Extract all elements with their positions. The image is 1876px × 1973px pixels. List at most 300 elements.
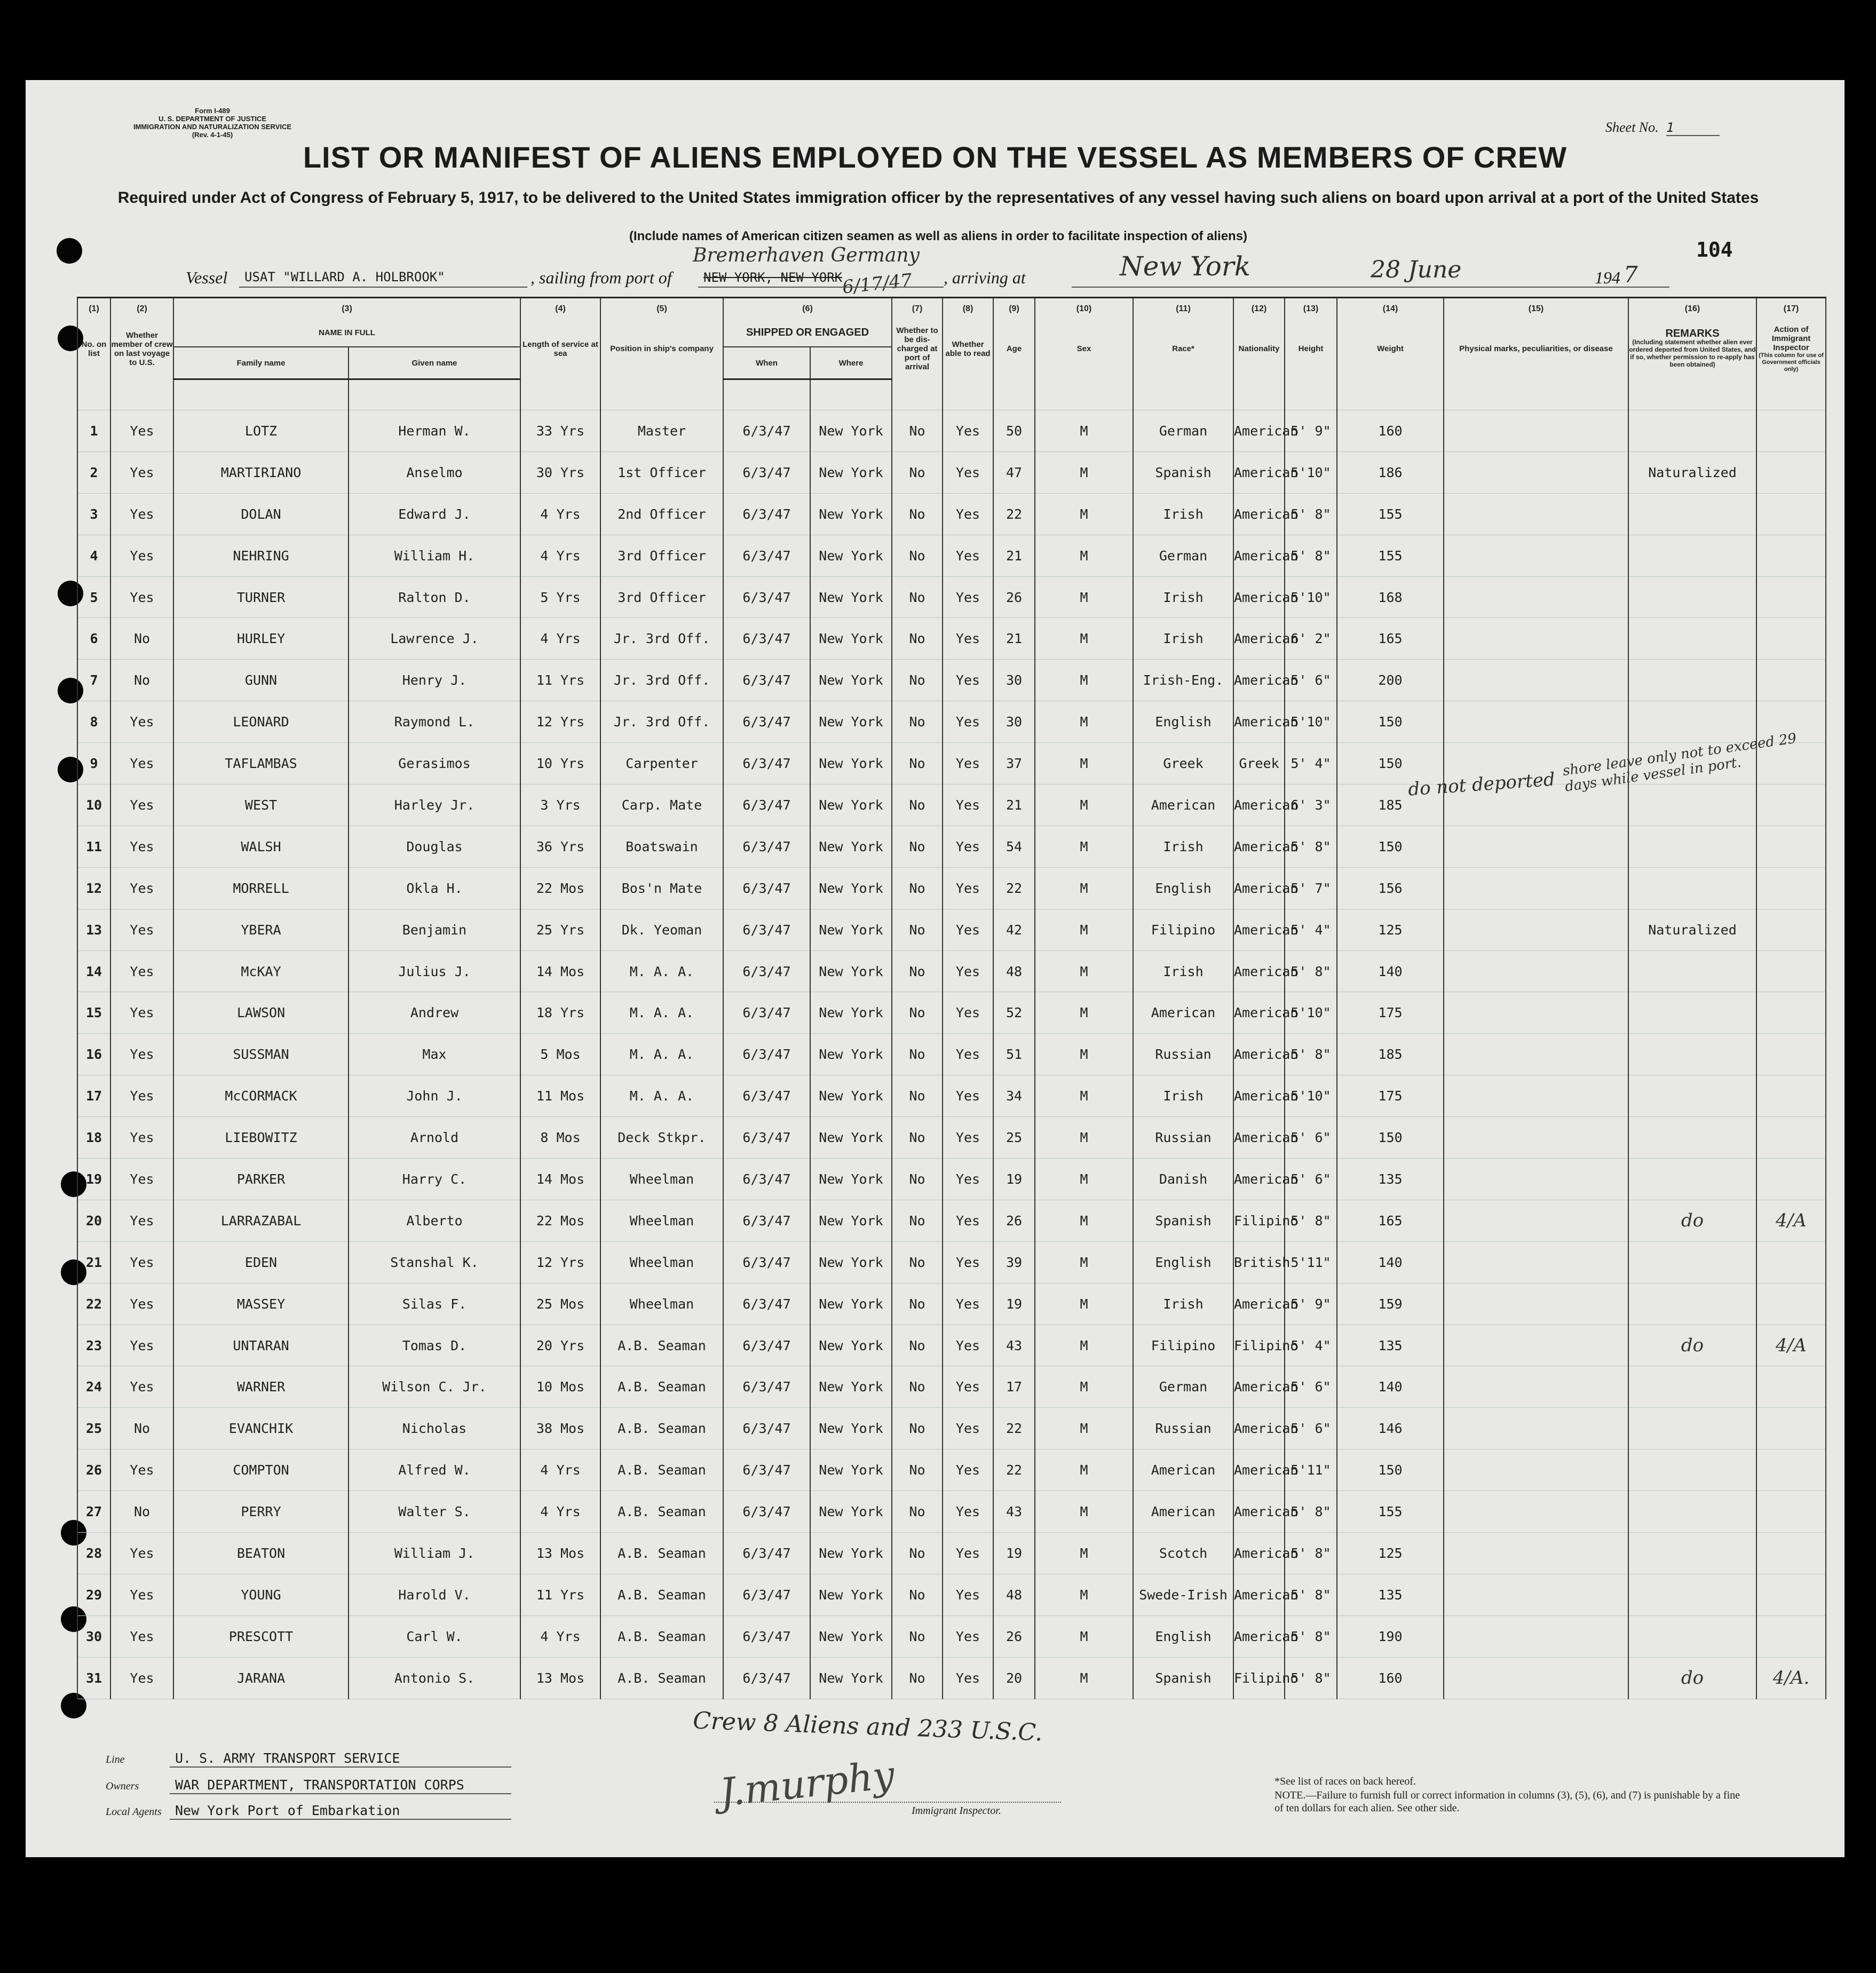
height-cell: 5' 8" — [1285, 1615, 1337, 1657]
race-cell: Irish — [1133, 1283, 1233, 1325]
owners-value: WAR DEPARTMENT, TRANSPORTATION CORPS — [175, 1777, 464, 1793]
height-cell: 5' 4" — [1285, 1325, 1337, 1366]
row-number-cell: 19 — [77, 1159, 110, 1200]
height-cell: 5'11" — [1285, 1241, 1337, 1283]
remarks-cell — [1628, 410, 1756, 452]
age-cell: 22 — [993, 1449, 1035, 1491]
shipped-when-cell: 6/3/47 — [723, 618, 810, 660]
height-cell: 5' 9" — [1285, 410, 1337, 452]
shipped-where-cell: New York — [810, 451, 892, 493]
age-cell: 19 — [993, 1283, 1035, 1325]
row-number-cell: 29 — [77, 1574, 110, 1615]
col-num-4: (4) — [520, 298, 600, 319]
able-to-read-cell: Yes — [943, 1657, 993, 1699]
height-cell: 5'10" — [1285, 576, 1337, 618]
race-cell: American — [1133, 992, 1233, 1034]
form-service: IMMIGRATION AND NATURALIZATION SERVICE — [133, 123, 292, 131]
table-row — [77, 1159, 1826, 1200]
member-last-voyage-cell: No — [110, 1491, 173, 1533]
action-title: Action of Immigrant Inspector — [1771, 324, 1811, 352]
height-cell: 5' 6" — [1285, 660, 1337, 701]
height-cell: 5' 4" — [1285, 909, 1337, 950]
table-row — [77, 1533, 1826, 1574]
family-name-cell: DOLAN — [173, 493, 349, 535]
race-cell: Irish — [1133, 950, 1233, 992]
weight-cell: 160 — [1337, 1657, 1444, 1699]
position-cell: Deck Stkpr. — [600, 1117, 723, 1159]
member-last-voyage-cell: Yes — [110, 1574, 173, 1615]
age-cell: 54 — [993, 826, 1035, 867]
position-cell: A.B. Seaman — [600, 1574, 723, 1615]
able-to-read-cell: Yes — [943, 618, 993, 660]
manifest-page — [26, 80, 1845, 1857]
race-cell: Irish — [1133, 826, 1233, 867]
form-number: Form I-489 — [195, 107, 230, 115]
able-to-read-cell: Yes — [943, 493, 993, 535]
discharged-cell: No — [892, 493, 943, 535]
shipped-where-cell: New York — [810, 909, 892, 950]
nationality-cell: American — [1233, 701, 1285, 743]
table-row — [77, 576, 1826, 618]
family-name-cell: LARRAZABAL — [173, 1200, 349, 1241]
row-number-cell: 1 — [77, 410, 110, 452]
able-to-read-cell: Yes — [943, 992, 993, 1034]
member-last-voyage-cell: Yes — [110, 493, 173, 535]
remarks-cell — [1628, 618, 1756, 660]
able-to-read-cell: Yes — [943, 1574, 993, 1615]
length-of-service-cell: 14 Mos — [520, 1159, 600, 1200]
nationality-cell: American — [1233, 1615, 1285, 1657]
able-to-read-cell: Yes — [943, 1117, 993, 1159]
race-cell: Irish-Eng. — [1133, 660, 1233, 701]
header-no-on-list: No. on list — [77, 319, 110, 379]
given-name-cell: Tomas D. — [349, 1325, 520, 1366]
agents-label: Local Agents — [106, 1806, 162, 1818]
col-num-1: (1) — [77, 298, 110, 319]
line-label: Line — [106, 1754, 125, 1765]
family-name-cell: McKAY — [173, 950, 349, 992]
family-name-cell: TURNER — [173, 576, 349, 618]
remarks-cell — [1628, 867, 1756, 909]
given-name-cell: Okla H. — [349, 867, 520, 909]
weight-cell: 186 — [1337, 451, 1444, 493]
col-num-9: (9) — [993, 298, 1035, 319]
note-label: NOTE. — [1275, 1789, 1306, 1801]
shipped-when-cell: 6/3/47 — [723, 1491, 810, 1533]
weight-cell: 175 — [1337, 992, 1444, 1034]
height-cell: 5' 6" — [1285, 1366, 1337, 1408]
age-cell: 30 — [993, 701, 1035, 743]
family-name-cell: LOTZ — [173, 410, 349, 452]
table-row — [77, 1075, 1826, 1117]
page-subtitle: Required under Act of Congress of February 5, 1917, to be delivered to the United States immigration officer by the representatives of any vessel having such aliens on board upon arrival at a port of the United States — [117, 189, 1759, 207]
given-name-cell: Raymond L. — [349, 701, 520, 743]
agents-value: New York Port of Embarkation — [175, 1803, 400, 1818]
physical-marks-cell — [1444, 1034, 1628, 1075]
col-num-12: (12) — [1233, 298, 1285, 319]
remarks-cell — [1628, 1366, 1756, 1408]
inspector-action-cell — [1756, 785, 1826, 826]
position-cell: A.B. Seaman — [600, 1657, 723, 1699]
length-of-service-cell: 13 Mos — [520, 1657, 600, 1699]
table-row — [77, 493, 1826, 535]
member-last-voyage-cell: Yes — [110, 867, 173, 909]
col-num-15: (15) — [1444, 298, 1628, 319]
able-to-read-cell: Yes — [943, 1034, 993, 1075]
shipped-when-cell: 6/3/47 — [723, 1408, 810, 1449]
member-last-voyage-cell: Yes — [110, 1657, 173, 1699]
weight-cell: 165 — [1337, 1200, 1444, 1241]
vessel-underline — [239, 287, 527, 288]
fine-note — [1275, 1789, 1744, 1814]
discharged-cell: No — [892, 1325, 943, 1366]
remarks-cell — [1628, 1034, 1756, 1075]
length-of-service-cell: 36 Yrs — [520, 826, 600, 867]
arrival-date: 28 June — [1371, 256, 1462, 283]
punch-hole — [57, 238, 82, 264]
nationality-cell: American — [1233, 1449, 1285, 1491]
age-cell: 48 — [993, 950, 1035, 992]
inspector-action-cell — [1756, 826, 1826, 867]
height-cell: 5'10" — [1285, 451, 1337, 493]
member-last-voyage-cell: Yes — [110, 1283, 173, 1325]
discharged-cell: No — [892, 1200, 943, 1241]
family-name-cell: MASSEY — [173, 1283, 349, 1325]
age-cell: 34 — [993, 1075, 1035, 1117]
row-number-cell: 3 — [77, 493, 110, 535]
family-name-cell: WARNER — [173, 1366, 349, 1408]
row-number-cell: 10 — [77, 785, 110, 826]
race-cell: American — [1133, 1491, 1233, 1533]
row-number-cell: 15 — [77, 992, 110, 1034]
table-row — [77, 1615, 1826, 1657]
age-cell: 37 — [993, 743, 1035, 785]
length-of-service-cell: 10 Mos — [520, 1366, 600, 1408]
able-to-read-cell: Yes — [943, 576, 993, 618]
row-number-cell: 6 — [77, 618, 110, 660]
weight-cell: 150 — [1337, 743, 1444, 785]
race-cell: American — [1133, 785, 1233, 826]
remarks-cell — [1628, 1408, 1756, 1449]
physical-marks-cell — [1444, 660, 1628, 701]
length-of-service-cell: 22 Mos — [520, 867, 600, 909]
position-cell: A.B. Seaman — [600, 1491, 723, 1533]
family-name-cell: EVANCHIK — [173, 1408, 349, 1449]
sex-cell: M — [1035, 785, 1133, 826]
length-of-service-cell: 5 Mos — [520, 1034, 600, 1075]
row-number-cell: 21 — [77, 1241, 110, 1283]
shipped-when-cell: 6/3/47 — [723, 1075, 810, 1117]
age-cell: 22 — [993, 1408, 1035, 1449]
page-subnote: (Include names of American citizen seamen as well as aliens in order to facilitate inspection of aliens) — [629, 229, 1248, 243]
shipped-where-cell: New York — [810, 410, 892, 452]
race-cell: Spanish — [1133, 451, 1233, 493]
sex-cell: M — [1035, 1366, 1133, 1408]
col-num-5: (5) — [600, 298, 723, 319]
race-cell: Russian — [1133, 1408, 1233, 1449]
nationality-cell: American — [1233, 660, 1285, 701]
sex-cell: M — [1035, 535, 1133, 576]
height-cell: 5' 8" — [1285, 535, 1337, 576]
shipped-where-cell: New York — [810, 493, 892, 535]
remarks-cell — [1628, 826, 1756, 867]
owners-label: Owners — [106, 1780, 139, 1792]
member-last-voyage-cell: Yes — [110, 1075, 173, 1117]
sex-cell: M — [1035, 701, 1133, 743]
table-row — [77, 1491, 1826, 1533]
remarks-cell: do — [1628, 1200, 1756, 1241]
given-name-cell: Harley Jr. — [349, 785, 520, 826]
nationality-cell: British — [1233, 1241, 1285, 1283]
able-to-read-cell: Yes — [943, 1491, 993, 1533]
row-number-cell: 17 — [77, 1075, 110, 1117]
weight-cell: 155 — [1337, 493, 1444, 535]
given-name-cell: William H. — [349, 535, 520, 576]
discharged-cell: No — [892, 618, 943, 660]
shipped-when-cell: 6/3/47 — [723, 660, 810, 701]
length-of-service-cell: 14 Mos — [520, 950, 600, 992]
shipped-where-cell: New York — [810, 1574, 892, 1615]
remarks-cell: Naturalized — [1628, 909, 1756, 950]
member-last-voyage-cell: No — [110, 660, 173, 701]
col-num-3: (3) — [173, 298, 520, 319]
height-cell: 6' 3" — [1285, 785, 1337, 826]
row-number-cell: 25 — [77, 1408, 110, 1449]
remarks-cell: do — [1628, 1325, 1756, 1366]
header-length-service: Length of service at sea — [520, 319, 600, 379]
agents-underline — [170, 1819, 511, 1820]
remarks-cell — [1628, 701, 1756, 743]
remarks-cell — [1628, 1117, 1756, 1159]
row-number-cell: 14 — [77, 950, 110, 992]
discharged-cell: No — [892, 1117, 943, 1159]
table-row — [77, 867, 1826, 909]
race-cell: English — [1133, 1615, 1233, 1657]
age-cell: 52 — [993, 992, 1035, 1034]
discharged-cell: No — [892, 826, 943, 867]
col-num-16: (16) — [1628, 298, 1756, 319]
able-to-read-cell: Yes — [943, 1241, 993, 1283]
weight-cell: 185 — [1337, 785, 1444, 826]
sailing-underline — [698, 287, 944, 288]
family-name-cell: TAFLAMBAS — [173, 743, 349, 785]
given-name-cell: Herman W. — [349, 410, 520, 452]
weight-cell: 140 — [1337, 1241, 1444, 1283]
family-name-cell: WEST — [173, 785, 349, 826]
date-underline — [1360, 287, 1669, 288]
age-cell: 20 — [993, 1657, 1035, 1699]
member-last-voyage-cell: Yes — [110, 410, 173, 452]
race-cell: Greek — [1133, 743, 1233, 785]
position-cell: Jr. 3rd Off. — [600, 618, 723, 660]
able-to-read-cell: Yes — [943, 701, 993, 743]
sailing-date-handwritten: 6/17/47 — [841, 270, 913, 298]
height-cell: 5' 4" — [1285, 743, 1337, 785]
remarks-cell: Naturalized — [1628, 451, 1756, 493]
shipped-when-cell: 6/3/47 — [723, 743, 810, 785]
age-cell: 17 — [993, 1366, 1035, 1408]
row-number-cell: 26 — [77, 1449, 110, 1491]
length-of-service-cell: 12 Yrs — [520, 1241, 600, 1283]
height-cell: 5' 6" — [1285, 1408, 1337, 1449]
able-to-read-cell: Yes — [943, 785, 993, 826]
inspector-action-cell: 4/A — [1756, 1200, 1826, 1241]
physical-marks-cell — [1444, 1408, 1628, 1449]
discharged-cell: No — [892, 410, 943, 452]
inspector-action-cell — [1756, 1574, 1826, 1615]
able-to-read-cell: Yes — [943, 1283, 993, 1325]
row9-margin-text: shore leave only not to exceed 29 days while vessel in port. — [1562, 730, 1798, 795]
discharged-cell: No — [892, 1283, 943, 1325]
note-text: —Failure to furnish full or correct information in columns (3), (5), (6), and (7) is punishable by a fine of ten dollars for each alien. See other side. — [1275, 1789, 1740, 1814]
given-name-cell: Silas F. — [349, 1283, 520, 1325]
year-suffix: 7 — [1624, 262, 1638, 288]
sex-cell: M — [1035, 1408, 1133, 1449]
family-name-cell: LIEBOWITZ — [173, 1117, 349, 1159]
inspector-action-cell — [1756, 1615, 1826, 1657]
physical-marks-cell — [1444, 992, 1628, 1034]
shipped-where-cell: New York — [810, 992, 892, 1034]
table-row — [77, 1241, 1826, 1283]
length-of-service-cell: 11 Mos — [520, 1075, 600, 1117]
physical-marks-cell — [1444, 1325, 1628, 1366]
form-rev: (Rev. 4-1-45) — [192, 131, 233, 139]
given-name-cell: Stanshal K. — [349, 1241, 520, 1283]
table-row — [77, 950, 1826, 992]
age-cell: 21 — [993, 535, 1035, 576]
sex-cell: M — [1035, 1325, 1133, 1366]
shipped-when-cell: 6/3/47 — [723, 493, 810, 535]
position-cell: A.B. Seaman — [600, 1615, 723, 1657]
row-number-cell: 9 — [77, 743, 110, 785]
nationality-cell: American — [1233, 1408, 1285, 1449]
arriving-port: New York — [1120, 251, 1250, 282]
discharged-cell: No — [892, 1533, 943, 1574]
race-cell: German — [1133, 1366, 1233, 1408]
discharged-cell: No — [892, 1657, 943, 1699]
header-nationality: Nationality — [1233, 319, 1285, 379]
family-name-cell: YOUNG — [173, 1574, 349, 1615]
remarks-cell — [1628, 1283, 1756, 1325]
discharged-cell: No — [892, 1034, 943, 1075]
position-cell: M. A. A. — [600, 950, 723, 992]
shipped-where-cell: New York — [810, 1200, 892, 1241]
height-cell: 5' 9" — [1285, 1283, 1337, 1325]
length-of-service-cell: 4 Yrs — [520, 1449, 600, 1491]
family-name-cell: PRESCOTT — [173, 1615, 349, 1657]
race-cell: Russian — [1133, 1034, 1233, 1075]
shipped-where-cell: New York — [810, 743, 892, 785]
physical-marks-cell — [1444, 1159, 1628, 1200]
shipped-where-cell: New York — [810, 535, 892, 576]
height-cell: 5' 8" — [1285, 1491, 1337, 1533]
sailing-label: , sailing from port of — [531, 268, 672, 287]
col-num-7: (7) — [892, 298, 943, 319]
shipped-when-cell: 6/3/47 — [723, 1200, 810, 1241]
sex-cell: M — [1035, 867, 1133, 909]
sheet-label: Sheet No. — [1605, 120, 1659, 135]
nationality-cell: American — [1233, 826, 1285, 867]
discharged-cell: No — [892, 1366, 943, 1408]
race-cell: English — [1133, 867, 1233, 909]
nationality-cell: American — [1233, 618, 1285, 660]
able-to-read-cell: Yes — [943, 1449, 993, 1491]
remarks-cell: do — [1628, 1657, 1756, 1699]
shipped-where-cell: New York — [810, 1283, 892, 1325]
sex-cell: M — [1035, 1533, 1133, 1574]
discharged-cell: No — [892, 701, 943, 743]
member-last-voyage-cell: Yes — [110, 1325, 173, 1366]
discharged-cell: No — [892, 992, 943, 1034]
shipped-where-cell: New York — [810, 1615, 892, 1657]
sex-cell: M — [1035, 1449, 1133, 1491]
member-last-voyage-cell: Yes — [110, 1241, 173, 1283]
length-of-service-cell: 11 Yrs — [520, 660, 600, 701]
weight-cell: 156 — [1337, 867, 1444, 909]
remarks-cell — [1628, 1075, 1756, 1117]
physical-marks-cell — [1444, 1200, 1628, 1241]
family-name-cell: EDEN — [173, 1241, 349, 1283]
col-num-2: (2) — [110, 298, 173, 319]
shipped-where-cell: New York — [810, 867, 892, 909]
discharged-cell: No — [892, 1159, 943, 1200]
member-last-voyage-cell: No — [110, 1408, 173, 1449]
member-last-voyage-cell: Yes — [110, 1615, 173, 1657]
weight-cell: 160 — [1337, 410, 1444, 452]
nationality-cell: American — [1233, 950, 1285, 992]
shipped-where-cell: New York — [810, 785, 892, 826]
sex-cell: M — [1035, 618, 1133, 660]
height-cell: 5' 8" — [1285, 1533, 1337, 1574]
row-number-cell: 2 — [77, 451, 110, 493]
table-row — [77, 1366, 1826, 1408]
age-cell: 43 — [993, 1325, 1035, 1366]
inspector-action-cell — [1756, 1449, 1826, 1491]
length-of-service-cell: 13 Mos — [520, 1533, 600, 1574]
given-name-cell: Arnold — [349, 1117, 520, 1159]
shipped-when-cell: 6/3/47 — [723, 1241, 810, 1283]
nationality-cell: American — [1233, 576, 1285, 618]
given-name-cell: Lawrence J. — [349, 618, 520, 660]
shipped-where-cell: New York — [810, 660, 892, 701]
height-cell: 5' 6" — [1285, 1117, 1337, 1159]
age-cell: 22 — [993, 867, 1035, 909]
vessel-label: Vessel — [186, 268, 228, 287]
position-cell: Jr. 3rd Off. — [600, 660, 723, 701]
table-row — [77, 1034, 1826, 1075]
shipped-when-cell: 6/3/47 — [723, 576, 810, 618]
nationality-cell: American — [1233, 1491, 1285, 1533]
header-age: Age — [993, 319, 1035, 379]
row-number-cell: 22 — [77, 1283, 110, 1325]
given-name-cell: Alfred W. — [349, 1449, 520, 1491]
given-name-cell: Alberto — [349, 1200, 520, 1241]
shipped-where-cell: New York — [810, 618, 892, 660]
line-value: U. S. ARMY TRANSPORT SERVICE — [175, 1750, 400, 1766]
table-row — [77, 1325, 1826, 1366]
physical-marks-cell — [1444, 618, 1628, 660]
inspector-label: Immigrant Inspector. — [912, 1805, 1001, 1817]
remarks-cell — [1628, 1159, 1756, 1200]
row-number-cell: 31 — [77, 1657, 110, 1699]
able-to-read-cell: Yes — [943, 1200, 993, 1241]
weight-cell: 140 — [1337, 950, 1444, 992]
length-of-service-cell: 8 Mos — [520, 1117, 600, 1159]
family-name-cell: BEATON — [173, 1533, 349, 1574]
given-name-cell: John J. — [349, 1075, 520, 1117]
family-name-cell: McCORMACK — [173, 1075, 349, 1117]
header-position: Position in ship's company — [600, 319, 723, 379]
